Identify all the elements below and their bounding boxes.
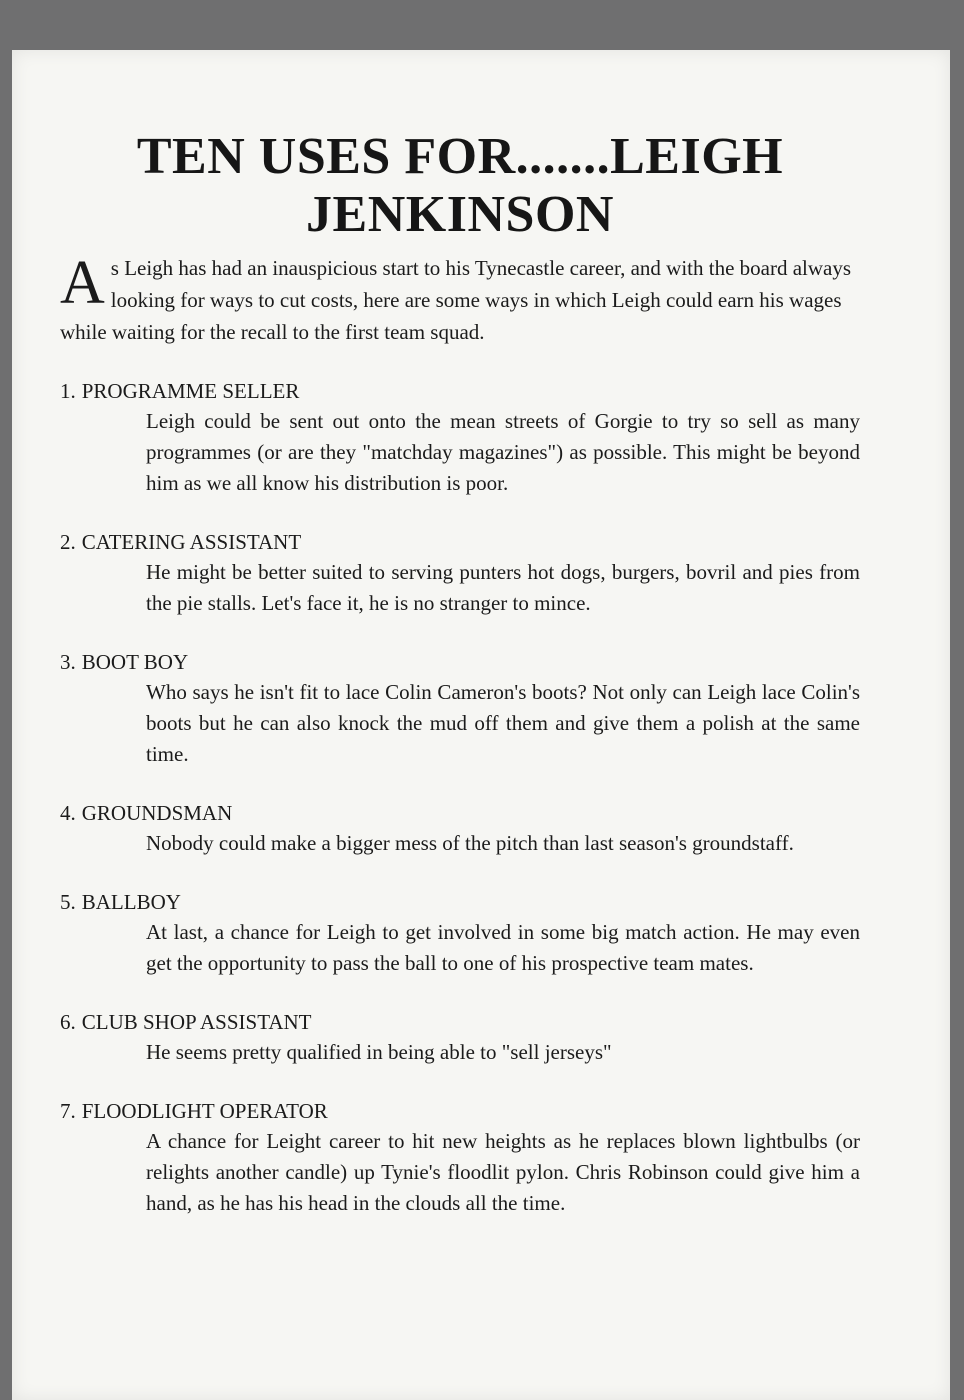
item-number: 1. bbox=[60, 379, 76, 403]
list-item bbox=[60, 798, 860, 859]
item-title: GROUNDSMAN bbox=[81, 801, 233, 825]
list-item bbox=[60, 647, 860, 770]
item-body: Nobody could make a bigger mess of the pitch than last season's groundstaff. bbox=[146, 831, 794, 855]
item-body: Leigh could be sent out onto the mean streets of Gorgie to try so sell as many programmes (or are they "matchday magazines") as possible. This might be beyond him as we all know his distribution is poor. bbox=[146, 409, 860, 495]
document-page bbox=[12, 50, 950, 1400]
item-heading bbox=[60, 1096, 860, 1126]
intro-paragraph bbox=[60, 249, 860, 348]
item-heading bbox=[60, 647, 860, 677]
item-body: Who says he isn't fit to lace Colin Cameron's boots? Not only can Leigh lace Colin's boots but he can also knock the mud off them and give them a polish at the same time. bbox=[146, 680, 860, 766]
title-line-1: TEN USES FOR.......LEIGH bbox=[136, 128, 784, 185]
list-item bbox=[60, 527, 860, 619]
item-title: PROGRAMME SELLER bbox=[81, 379, 300, 403]
drop-cap: A bbox=[60, 249, 105, 317]
list-item bbox=[60, 1096, 860, 1219]
item-heading bbox=[60, 1007, 860, 1037]
item-title: CATERING ASSISTANT bbox=[81, 530, 302, 554]
article bbox=[60, 128, 860, 1219]
item-heading bbox=[60, 887, 860, 917]
item-title: BALLBOY bbox=[81, 890, 181, 914]
item-title: CLUB SHOP ASSISTANT bbox=[81, 1010, 312, 1034]
item-heading bbox=[60, 527, 860, 557]
item-number: 5. bbox=[60, 890, 76, 914]
item-title: BOOT BOY bbox=[81, 650, 189, 674]
item-number: 7. bbox=[60, 1099, 76, 1123]
item-title: FLOODLIGHT OPERATOR bbox=[81, 1099, 328, 1123]
intro-text: s Leigh has had an inauspicious start to his Tynecastle career, and with the board always looking for ways to cut costs, here are some ways in which Leigh could earn his wages while waiting for the recall to the first team squad. bbox=[60, 256, 852, 344]
list-item bbox=[60, 887, 860, 979]
item-body: He might be better suited to serving punters hot dogs, burgers, bovril and pies from the pie stalls. Let's face it, he is no stranger to mince. bbox=[146, 560, 860, 615]
item-number: 3. bbox=[60, 650, 76, 674]
item-number: 2. bbox=[60, 530, 76, 554]
item-body: At last, a chance for Leigh to get involved in some big match action. He may even get the opportunity to pass the ball to one of his prospective team mates. bbox=[146, 920, 860, 975]
item-heading bbox=[60, 376, 860, 406]
item-number: 6. bbox=[60, 1010, 76, 1034]
item-body: He seems pretty qualified in being able to "sell jerseys" bbox=[146, 1040, 612, 1064]
article-title bbox=[60, 128, 860, 244]
item-heading bbox=[60, 798, 860, 828]
item-body: A chance for Leight career to hit new heights as he replaces blown lightbulbs (or relights another candle) up Tynie's floodlit pylon. Chris Robinson could give him a hand, as he has his head in the clouds all the time. bbox=[146, 1129, 860, 1215]
item-number: 4. bbox=[60, 801, 76, 825]
list-item bbox=[60, 1007, 860, 1068]
title-line-2: JENKINSON bbox=[306, 186, 614, 243]
list-item bbox=[60, 376, 860, 499]
